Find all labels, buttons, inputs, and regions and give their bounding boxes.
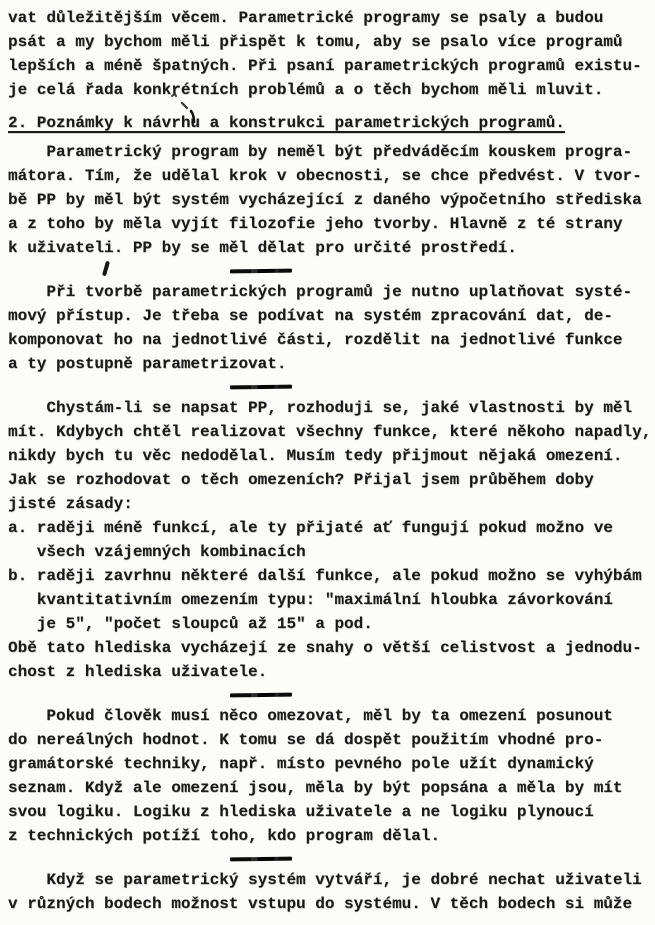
text-line: gramátorské techniky, např. místo pevného pole užít dynamický — [8, 755, 594, 773]
list-item-line: a. raději méně funkcí, ale ty přijaté ať fungují pokud možno ve — [8, 519, 613, 537]
text-line: psát a my bychom měli přispět k tomu, aby se psalo více programů — [8, 33, 623, 51]
text-line: chost z hlediska uživatele. — [8, 663, 268, 681]
text-line: bě PP by měl být systém vycházející z daného výpočetního střediska — [8, 191, 642, 209]
section-divider — [8, 376, 655, 396]
text-line: Jak se rozhodovat o těch omezeních? Přijal jsem průběhem doby — [8, 471, 594, 489]
text-line: Chystám-li se napsat PP, rozhoduji se, jaké vlastnosti by měl — [46, 399, 633, 417]
text-line: do nereálných hodnot. K tomu se dá dospět použitím vhodné pro- — [8, 731, 604, 749]
section-divider — [8, 260, 655, 280]
list-item-line: je 5", "počet sloupců až 15" a pod. — [36, 615, 373, 633]
text-line: seznam. Když ale omezení jsou, měla by být popsána a měla by mít — [8, 779, 623, 797]
divider-bar — [230, 269, 292, 274]
text-line: komponovat ho na jednotlivé části, rozdělit na jednotlivé funkce — [8, 331, 623, 349]
text-line: mátora. Tím, že udělal krok v obecnosti, se chce předvést. V tvor- — [8, 167, 642, 185]
text-line: Když se parametrický systém vytváří, je dobré nechat uživateli — [46, 871, 642, 889]
section-divider — [8, 848, 655, 868]
text-line: z technických potíží toho, kdo program dělal. — [8, 827, 441, 845]
text-line: vat důležitějším věcem. Parametrické programy se psaly a budou — [8, 9, 604, 27]
text-line: v různých bodech možnost vstupu do systému. V těch bodech si může — [8, 895, 633, 913]
divider-bar — [230, 385, 292, 390]
text-line: nikdy bych tu věc nedodělal. Musím tedy přijmout nějaká omezení. — [8, 447, 623, 465]
text-line: k uživateli. PP by se měl dělat pro určité prostředí. — [8, 239, 517, 257]
section-heading: 2. Poznámky k návrhu a konstrukci parametrických programů. — [8, 114, 565, 132]
text-line: svou logiku. Logiku z hlediska uživatele a ne logiku plynoucí — [8, 803, 594, 821]
list-item-line: všech vzájemných kombinacích — [36, 543, 306, 561]
divider-bar — [230, 857, 292, 862]
divider-bar — [230, 693, 292, 698]
text-line: Pokud člověk musí něco omezovat, měl by ta omezení posunout — [46, 707, 613, 725]
text-line: jisté zásady: — [8, 495, 133, 513]
text-line: lepších a méně špatných. Při psaní parametrických programů existu- — [8, 57, 642, 75]
text-line: Při tvorbě parametrických programů je nutno uplatňovat systé- — [46, 283, 633, 301]
text-line: a ty postupně parametrizovat. — [8, 355, 287, 373]
text-line: mít. Kdybych chtěl realizovat všechny funkce, které někoho napadly, — [8, 423, 652, 441]
text-line: Parametrický program by neměl být předváděcím kouskem progra- — [46, 143, 633, 161]
list-item-line: kvantitativním omezením typu: "maximální hloubka závorkování — [36, 591, 613, 609]
text-line: a z toho by měla vyjít filozofie jeho tvorby. Hlavně z té strany — [8, 215, 623, 233]
text-line: je celá řada konkrétních problémů a o těch bychom měli mluvit. — [8, 81, 604, 99]
list-item-line: b. raději zavrhnu některé další funkce, ale pokud možno se vyhýbám — [8, 567, 642, 585]
section-divider — [8, 684, 655, 704]
text-line: mový přístup. Je třeba se podívat na systém zpracování dat, de- — [8, 307, 613, 325]
text-line: Obě tato hlediska vycházejí ze snahy o větší celistvost a jednodu- — [8, 639, 642, 657]
